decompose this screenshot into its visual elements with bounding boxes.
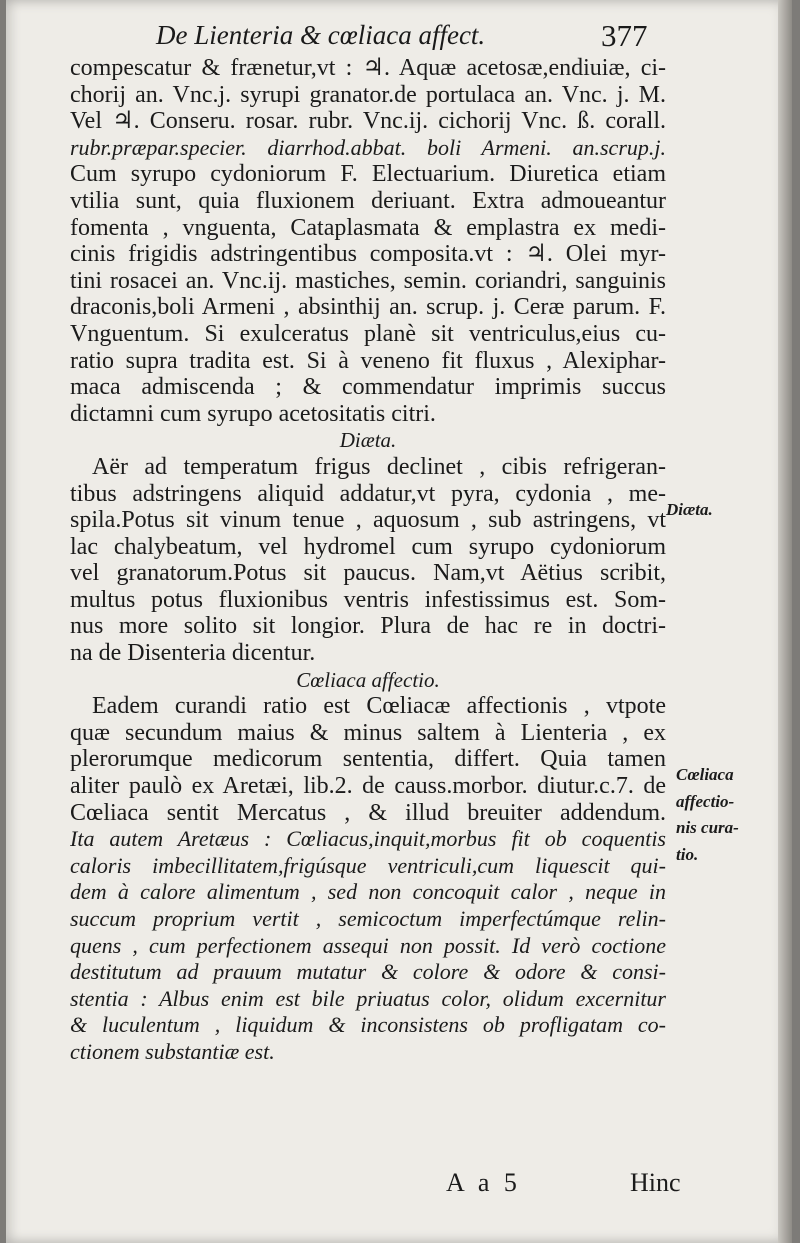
margin-note-line: tio.	[676, 844, 699, 864]
text-line: dem à calore alimentum , sed non concoquit calor , neque in	[70, 879, 666, 905]
text-line: spila.Potus sit vinum tenue , aquosum , sub astringens, vt	[70, 507, 666, 534]
text-line: quæ secundum maius & minus saltem à Lienteria , ex	[70, 719, 666, 746]
text-line: Vnguentum. Si exulceratus planè sit ventriculus,eius cu-	[70, 320, 666, 347]
margin-note-line: Cœliaca	[676, 765, 734, 784]
margin-note-line: Diæta.	[666, 500, 713, 519]
text-line: quens , cum perfectionem assequi non possit. Id verò coctione	[70, 932, 666, 958]
text-line: na de Disenteria dicentur.	[70, 640, 316, 667]
text-line: destitutum ad prauum mutatur & colore & odore & consi-	[70, 959, 666, 985]
signature-mark: A a 5	[446, 1168, 521, 1197]
text-line: nus more solito sit longior. Plura de hac re in doctri-	[70, 613, 666, 640]
book-page	[6, 0, 792, 1243]
text-line: chorij an. Vnc.j. syrupi granator.de portulaca an. Vnc. j. M.	[70, 81, 666, 108]
text-line: ctionem substantiæ est.	[70, 1038, 275, 1064]
page-header	[156, 16, 656, 56]
text-line: ratio supra tradita est. Si à veneno fit fluxus , Alexiphar-	[70, 347, 666, 374]
text-line: plerorumque medicorum sententia, differt. Quia tamen	[70, 746, 666, 773]
catchword: Hinc	[630, 1168, 681, 1197]
page-number: 377	[601, 18, 648, 53]
page-edge-shadow	[778, 0, 792, 1243]
text-line: Cœliaca sentit Mercatus , & illud breuiter addendum.	[70, 799, 666, 826]
text-line: stentia : Albus enim est bile priuatus color, olidum excernitur	[70, 985, 666, 1011]
text-line: caloris imbecillitatem,frigúsque ventriculi,cum liquescit qui-	[70, 852, 666, 878]
margin-note-diaeta	[666, 497, 713, 524]
text-line: maca admiscenda ; & commendatur imprimis succus	[70, 374, 666, 401]
text-line: rubr.præpar.specier. diarrhod.abbat. boli Armeni. an.scrup.j.	[70, 134, 666, 160]
text-line: lac chalybeatum, vel hydromel cum syrupo cydoniorum	[70, 533, 666, 560]
text-line: Ita autem Aretæus : Cœliacus,inquit,morbus fit ob coquentis	[70, 826, 666, 852]
margin-note-line: affectio-	[676, 791, 735, 811]
margin-note-coeliaca	[676, 762, 739, 868]
text-line: compescatur & frænetur,vt : ♃. Aquæ acetosæ,endiuiæ, ci-	[70, 55, 666, 81]
text-line: Vel ♃. Conseru. rosar. rubr. Vnc.ij. cichorij Vnc. ß. corall.	[70, 108, 666, 135]
text-line: Eadem curandi ratio est Cœliacæ affectionis , vtpote	[92, 693, 666, 720]
text-line: fomenta , vnguenta, Cataplasmata & emplastra ex medi-	[70, 214, 666, 241]
margin-note-line: nis cura-	[676, 818, 739, 838]
text-line: tibus adstringens aliquid addatur,vt pyra, cydonia , me-	[70, 480, 666, 507]
text-line: dictamni cum syrupo acetositatis citri.	[70, 400, 436, 427]
running-title: De Lienteria & cœliaca affect.	[156, 20, 486, 50]
text-line: & luculentum , liquidum & inconsistens ob profligatam co-	[70, 1012, 666, 1038]
text-line: aliter paulò ex Aretæi, lib.2. de causs.morbor. diutur.c.7. de	[70, 773, 666, 800]
text-line: Cum syrupo cydoniorum F. Electuarium. Diuretica etiam	[70, 161, 666, 188]
body-text	[70, 55, 666, 1066]
text-line: draconis,boli Armeni , absinthij an. scrup. j. Ceræ parum. F.	[70, 294, 666, 321]
text-line: Aër ad temperatum frigus declinet , cibis refrigeran-	[92, 453, 666, 480]
text-line: cinis frigidis adstringentibus composita.vt : ♃. Olei myr-	[70, 241, 666, 268]
text-line: vel granatorum.Potus sit paucus. Nam,vt Aëtius scribit,	[70, 560, 666, 587]
text-line: vtilia sunt, quia fluxionem deriuant. Extra admoueantur	[70, 187, 666, 214]
section-heading: Diæta.	[339, 428, 397, 453]
section-heading: Cœliaca affectio.	[296, 667, 440, 692]
text-line: multus potus fluxionibus ventris infestissimus est. Som-	[70, 586, 666, 613]
text-line: tini rosacei an. Vnc.ij. mastiches, semin. coriandri, sanguinis	[70, 267, 666, 294]
page-footer	[6, 1164, 800, 1204]
text-line: succum proprium vertit , semicoctum imperfectúmque relin-	[70, 906, 666, 931]
